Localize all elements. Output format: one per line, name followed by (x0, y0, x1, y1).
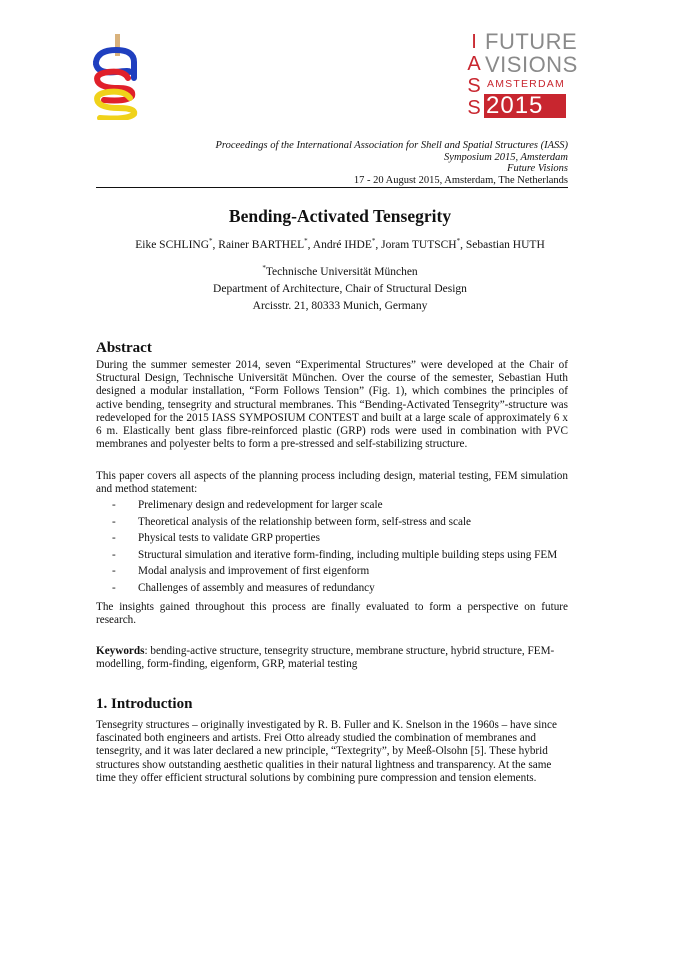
bullet-dash: - (112, 515, 116, 528)
abstract-paragraph-1: During the summer semester 2014, seven “Experimental Structures” were developed at the Chair of Structural Design, Technische Universität München. Over the course of the semester, Sebastian Huth designed a modular installation, “Form Follows Tension” (Fig. 1), which combines the principles of active bending, tensegrity and structural membranes. This “Bending-Activated Tensegrity”-structure was redeveloped for the 2015 IASS SYMPOSIUM CONTEST and built at a large scale of approximately 6 x 6 m. Elastically bent glass fibre-reinforced plastic (GRP) rods were used in combination with PVC membranes and polyester belts to form a pre-stressed and self-stabilizing structure. (96, 359, 568, 451)
introduction-paragraph-1: Tensegrity structures – originally investigated by R. B. Fuller and K. Snelson in the 1960s – have since fascinated both engineers and artists. Frei Otto already studied the combination of membranes and tensegrity, and it was later declared a new principle, “Textegrity”, by Meeß-Olsohn [5]. These hybrid structures show outstanding aesthetic qualities in their natural lightness and transparency. At the same time they offer efficient structural solutions by combining pure compression and tension elements. (96, 719, 557, 784)
header-divider (96, 187, 568, 188)
bullet-text: Structural simulation and iterative form-finding, including multiple building steps using FEM (138, 548, 558, 561)
introduction-heading: 1. Introduction (96, 696, 193, 712)
keywords (96, 645, 568, 671)
proceedings-header (216, 140, 569, 186)
logo-visions: VISIONS (485, 52, 578, 77)
affiliation-line-3: Arcisstr. 21, 80333 Munich, Germany (252, 300, 428, 312)
logo-letter-a: A (467, 53, 481, 75)
logo-future: FUTURE (485, 29, 578, 54)
affiliation-mark: * (262, 264, 266, 273)
paper-title: Bending-Activated Tensegrity (228, 206, 452, 226)
keywords-text: : bending-active structure, tensegrity structure, membrane structure, hybrid structure, FEM-modelling, form-finding, eigenform, GRP, material testing (96, 645, 555, 671)
logo-letter-s2: S (467, 97, 481, 119)
author-mark: * (371, 237, 376, 246)
author-name: Sebastian HUTH (465, 239, 545, 251)
bullet-text: Prelimenary design and redevelopment for larger scale (138, 499, 383, 511)
affiliation-line-2: Department of Architecture, Chair of Structural Design (213, 283, 467, 295)
bullet-dash: - (112, 581, 116, 594)
bullet-dash: - (112, 565, 116, 578)
proceedings-line-3: Future Visions (507, 163, 568, 174)
author-separator: , (307, 239, 313, 251)
author-name: André IHDE (312, 239, 372, 251)
abstract-heading: Abstract (96, 340, 152, 356)
affiliation-line-1: Technische Universität München (265, 266, 418, 278)
proceedings-line-1: Proceedings of the International Association for Shell and Spatial Structures (IASS) (215, 140, 568, 151)
conference-logo (466, 29, 578, 122)
bullet-text: Physical tests to validate GRP properties (138, 532, 320, 545)
logo-amsterdam: AMSTERDAM (487, 78, 565, 90)
proceedings-line-4: 17 - 20 August 2015, Amsterdam, The Netherlands (353, 174, 568, 186)
logo-letter-i: I (471, 31, 477, 53)
author-name: Joram TUTSCH (381, 239, 457, 251)
author-name: Rainer BARTHEL (218, 239, 305, 251)
affiliation (0, 264, 680, 315)
bullet-text: Theoretical analysis of the relationship between form, self-stress and scale (138, 515, 472, 528)
author-mark: * (456, 237, 461, 246)
logo-letter-s1: S (467, 75, 481, 97)
keywords-label: Keywords (96, 645, 145, 657)
proceedings-line-2: Symposium 2015, Amsterdam (444, 151, 568, 163)
bullet-dash: - (112, 548, 116, 561)
author-mark: * (209, 237, 213, 246)
author-separator: , (212, 239, 219, 251)
bullet-dash: - (112, 532, 116, 545)
logo-year: 2015 (484, 94, 566, 118)
iass-logo (88, 32, 148, 120)
author-separator: , (460, 239, 466, 251)
abstract-paragraph-2: This paper covers all aspects of the planning process including design, material testing, FEM simulation and method statement: (96, 470, 568, 496)
author-mark: * (304, 237, 308, 246)
bullet-text: Modal analysis and improvement of first eigenform (138, 565, 370, 578)
author-list (0, 239, 680, 251)
bullet-text: Challenges of assembly and measures of redundancy (138, 581, 375, 594)
logo-yellow-loop (97, 92, 134, 119)
bullet-dash: - (112, 499, 116, 511)
author-separator: , (375, 239, 382, 251)
author-name: Eike SCHLING (135, 239, 210, 251)
iass-logo-graphic (88, 32, 148, 120)
abstract-paragraph-3: The insights gained throughout this process are finally evaluated to form a perspective on future research. (96, 601, 568, 627)
